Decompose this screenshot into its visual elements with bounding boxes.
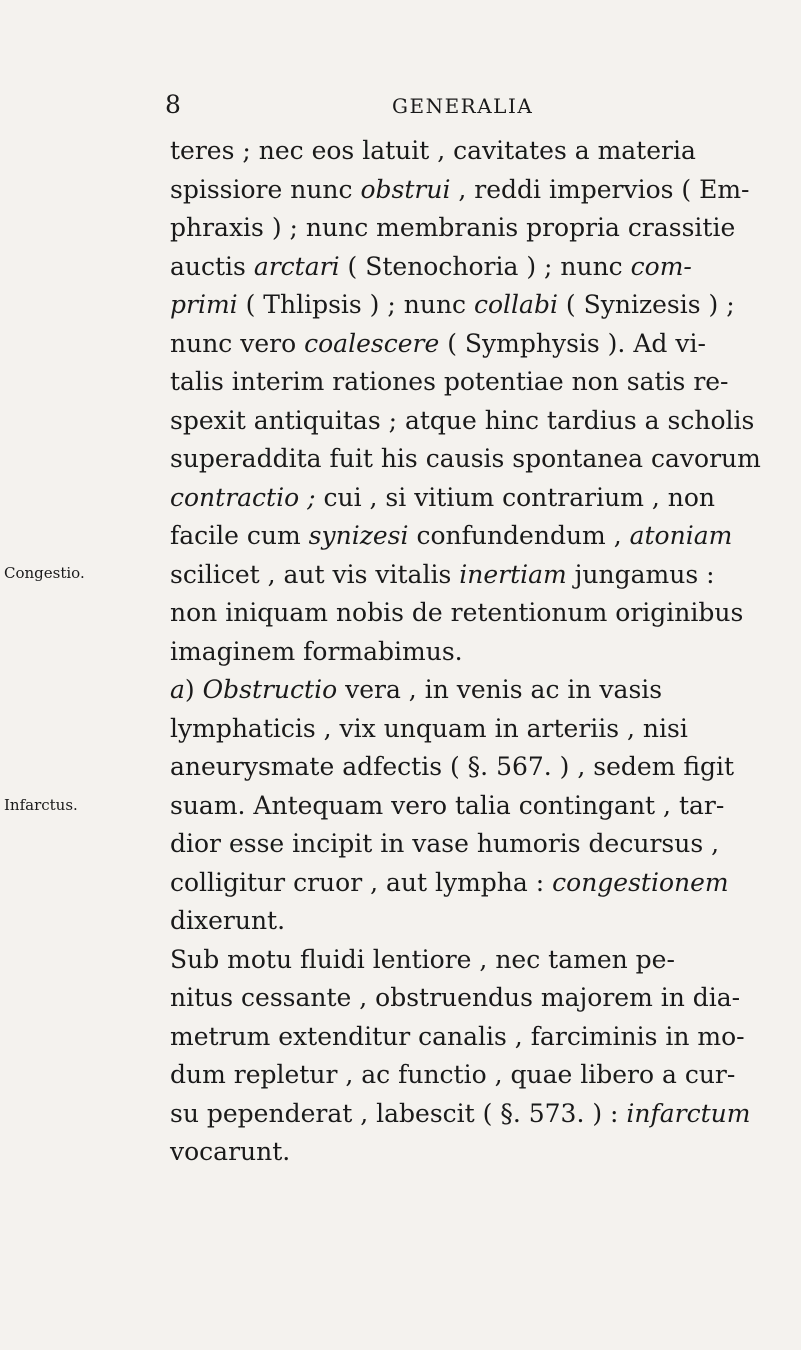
text-line: dixerunt. (170, 906, 286, 935)
body-text (170, 132, 775, 1172)
text-line: nunc vero coalescere ( Symphysis ). Ad vi- (170, 328, 706, 358)
marginal-note-infarctus: Infarctus. (4, 796, 78, 814)
text-line: a) Obstructio vera , in venis ac in vasis (170, 675, 663, 704)
text-line: spexit antiquitas ; atque hinc tardius a scholis (170, 405, 755, 435)
text-line: scilicet , aut vis vitalis inertiam jungamus : (170, 559, 715, 589)
text-line: primi ( Thlipsis ) ; nunc collabi ( Synizesis ) ; (170, 290, 735, 319)
text-line: contractio ; cui , si vitium contrarium , non (170, 482, 716, 512)
running-head (0, 90, 801, 120)
text-line: colligitur cruor , aut lympha : congestionem (170, 867, 729, 897)
text-line: non iniquam nobis de retentionum originibus (170, 598, 744, 627)
text-line: talis interim rationes potentiae non satis re- (170, 367, 729, 396)
text-line: Sub motu fluidi lentiore , nec tamen pe- (170, 944, 675, 974)
text-line: metrum extenditur canalis , farciminis in mo- (170, 1021, 745, 1051)
marginal-note-congestio: Congestio. (4, 564, 85, 582)
page-number: 8 (165, 90, 181, 119)
text-line: nitus cessante , obstruendus majorem in dia- (170, 983, 741, 1012)
text-line: teres ; nec eos latuit , cavitates a materia (170, 136, 696, 165)
text-line: aneurysmate adfectis ( §. 567. ) , sedem figit (170, 752, 735, 781)
text-line: suam. Antequam vero talia contingant , tar- (170, 790, 725, 820)
text-line: superaddita fuit his causis spontanea cavorum (170, 444, 761, 473)
text-line: auctis arctari ( Stenochoria ) ; nunc com- (170, 251, 692, 281)
text-line: lymphaticis , vix unquam in arteriis , nisi (170, 713, 688, 743)
text-line: dum repletur , ac functio , quae libero a cur- (170, 1060, 736, 1089)
text-line: vocarunt. (170, 1137, 291, 1166)
running-title: GENERALIA (392, 94, 534, 118)
text-line: phraxis ) ; nunc membranis propria crassitie (170, 213, 736, 242)
text-line: imaginem formabimus. (170, 636, 463, 666)
text-line: su pependerat , labescit ( §. 573. ) : infarctum (170, 1098, 751, 1128)
text-line: facile cum synizesi confundendum , atoniam (170, 521, 733, 550)
text-line: dior esse incipit in vase humoris decursus , (170, 829, 720, 858)
text-line: spissiore nunc obstrui , reddi impervios ( Em- (170, 174, 750, 204)
